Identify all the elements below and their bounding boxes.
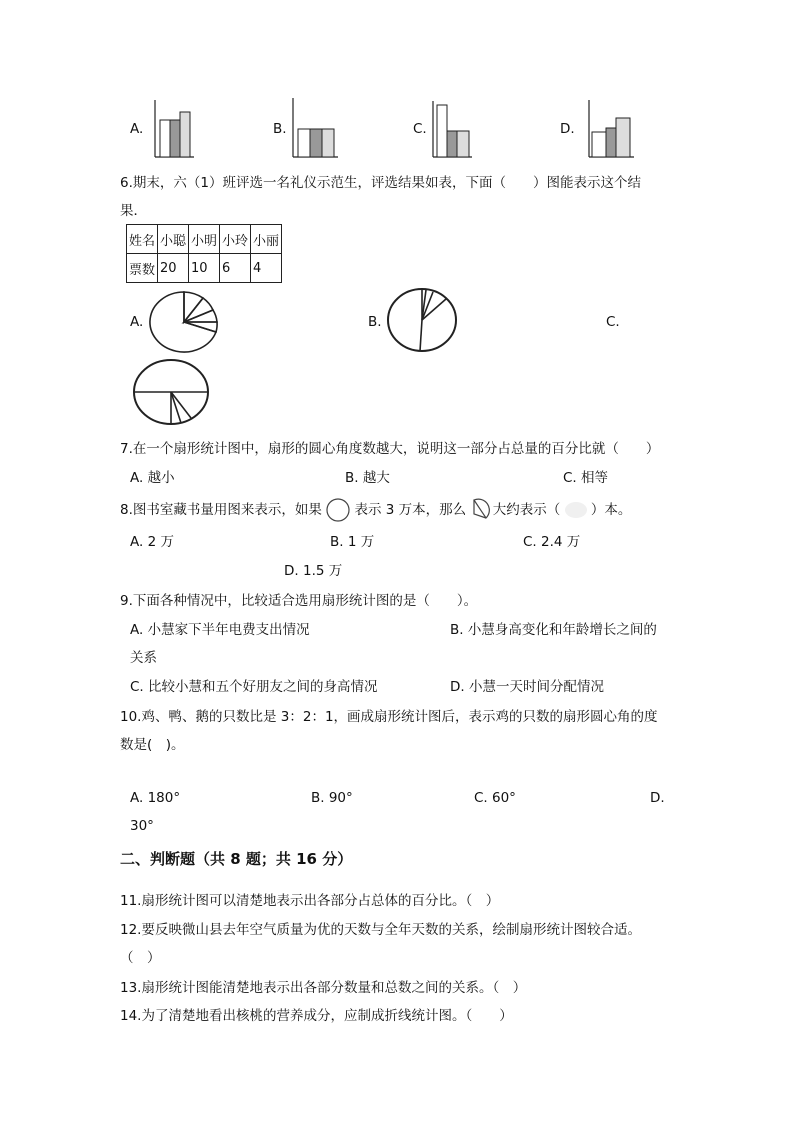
q5-option-b-label: B. — [273, 121, 287, 137]
table-cell: 10 — [189, 254, 220, 283]
table-header-cell: 小明 — [189, 225, 220, 254]
table-cell: 4 — [251, 254, 282, 283]
q5-d-bar-3 — [616, 118, 630, 157]
q8-option-d: D. 1.5 万 — [284, 563, 343, 579]
q5-option-b-bar-chart — [288, 98, 340, 158]
q5-option-c-label: C. — [413, 121, 427, 137]
partial-circle-icon — [470, 498, 488, 522]
q5-d-bar-1 — [592, 132, 606, 157]
q6-votes-table — [126, 224, 282, 283]
q8-stem-part3: 大约表示（ — [492, 502, 561, 518]
q9-option-b-line1: B. 小慧身高变化和年龄增长之间的 — [450, 622, 657, 638]
q9-option-a: A. 小慧家下半年电费支出情况 — [130, 622, 310, 638]
q10-stem-line1: 10.鸡、鸭、鹅的只数比是 3：2：1，画成扇形统计图后，表示鸡的只数的扇形圆心角的度 — [120, 709, 658, 725]
q8-stem-part1: 8.图书室藏书量用图来表示，如果 — [120, 502, 322, 518]
q8-option-c: C. 2.4 万 — [523, 534, 581, 550]
q5-b-bar-2 — [310, 129, 322, 157]
q5-c-bar-2 — [447, 131, 457, 157]
q7-option-a: A. 越小 — [130, 470, 175, 486]
q11-statement: 11.扇形统计图可以清楚地表示出各部分占总体的百分比。（ ） — [120, 893, 500, 909]
votes-table-header-row — [127, 225, 282, 254]
q12-statement-line1: 12.要反映微山县去年空气质量为优的天数与全年天数的关系，绘制扇形统计图较合适。 — [120, 922, 641, 938]
q9-option-d: D. 小慧一天时间分配情况 — [450, 679, 604, 695]
q6-option-a-label: A. — [130, 314, 144, 330]
table-header-cell: 小玲 — [220, 225, 251, 254]
q5-b-bar-3 — [322, 129, 334, 157]
q6-option-c-label: C. — [606, 314, 620, 330]
q6-option-c-pie-chart — [132, 358, 210, 426]
q8-stem-part4: ）本。 — [590, 502, 632, 518]
votes-table-row — [127, 254, 282, 283]
q10-option-b: B. 90° — [311, 790, 353, 806]
q5-a-bar-1 — [160, 120, 170, 157]
q9-option-b-line2: 关系 — [130, 650, 157, 666]
q10-option-c: C. 60° — [474, 790, 516, 806]
table-header-cell: 姓名 — [127, 225, 158, 254]
section-title: 二、判断题（共 8 题；共 16 分） — [120, 850, 353, 868]
q7-stem: 7.在一个扇形统计图中，扇形的圆心角度数越大，说明这一部分占总量的百分比就（ ） — [120, 441, 660, 457]
q10-option-d-line1: D. — [650, 790, 665, 806]
q14-statement: 14.为了清楚地看出核桃的营养成分，应制成折线统计图。（ ） — [120, 1008, 513, 1024]
q9-option-c: C. 比较小慧和五个好朋友之间的身高情况 — [130, 679, 378, 695]
table-header-cell: 小聪 — [158, 225, 189, 254]
q5-option-d-bar-chart — [584, 100, 636, 158]
q5-a-bar-2 — [170, 120, 180, 157]
table-cell: 票数 — [127, 254, 158, 283]
q9-stem: 9.下面各种情况中，比较适合选用扇形统计图的是（ ）。 — [120, 593, 478, 609]
q6-stem-line1: 6.期末，六（1）班评选一名礼仪示范生，评选结果如表，下面（ ）图能表示这个结 — [120, 175, 641, 191]
q8-option-a: A. 2 万 — [130, 534, 174, 550]
q10-option-d-line2: 30° — [130, 818, 154, 834]
q5-option-a-bar-chart — [150, 100, 195, 158]
q5-a-bar-3 — [180, 112, 190, 157]
q8-option-b: B. 1 万 — [330, 534, 375, 550]
q6-option-b-pie-chart — [386, 287, 458, 353]
q7-option-c: C. 相等 — [563, 470, 609, 486]
q7-option-b: B. 越大 — [345, 470, 390, 486]
q5-option-a-label: A. — [130, 121, 144, 137]
q6-option-a-pie-chart — [148, 290, 220, 354]
q8-stem-part2: 表示 3 万本，那么 — [354, 502, 467, 518]
q10-stem-line2: 数是( )。 — [120, 737, 185, 753]
q5-b-bar-1 — [298, 129, 310, 157]
full-circle-icon — [326, 498, 350, 522]
table-cell: 6 — [220, 254, 251, 283]
q10-option-a: A. 180° — [130, 790, 181, 806]
q8-stem — [120, 498, 631, 522]
q6-stem-line2: 果． — [120, 203, 147, 219]
q12-statement-line2: （ ） — [120, 950, 161, 966]
q5-c-bar-1 — [437, 105, 447, 157]
q5-c-bar-3 — [457, 131, 469, 157]
table-header-cell: 小丽 — [251, 225, 282, 254]
q5-option-c-bar-chart — [428, 101, 474, 158]
table-cell: 20 — [158, 254, 189, 283]
q13-statement: 13.扇形统计图能清楚地表示出各部分数量和总数之间的关系。（ ） — [120, 980, 527, 996]
q6-option-b-label: B. — [368, 314, 382, 330]
answer-blank[interactable] — [565, 502, 587, 518]
q5-d-bar-2 — [606, 128, 616, 157]
q5-option-d-label: D. — [560, 121, 575, 137]
